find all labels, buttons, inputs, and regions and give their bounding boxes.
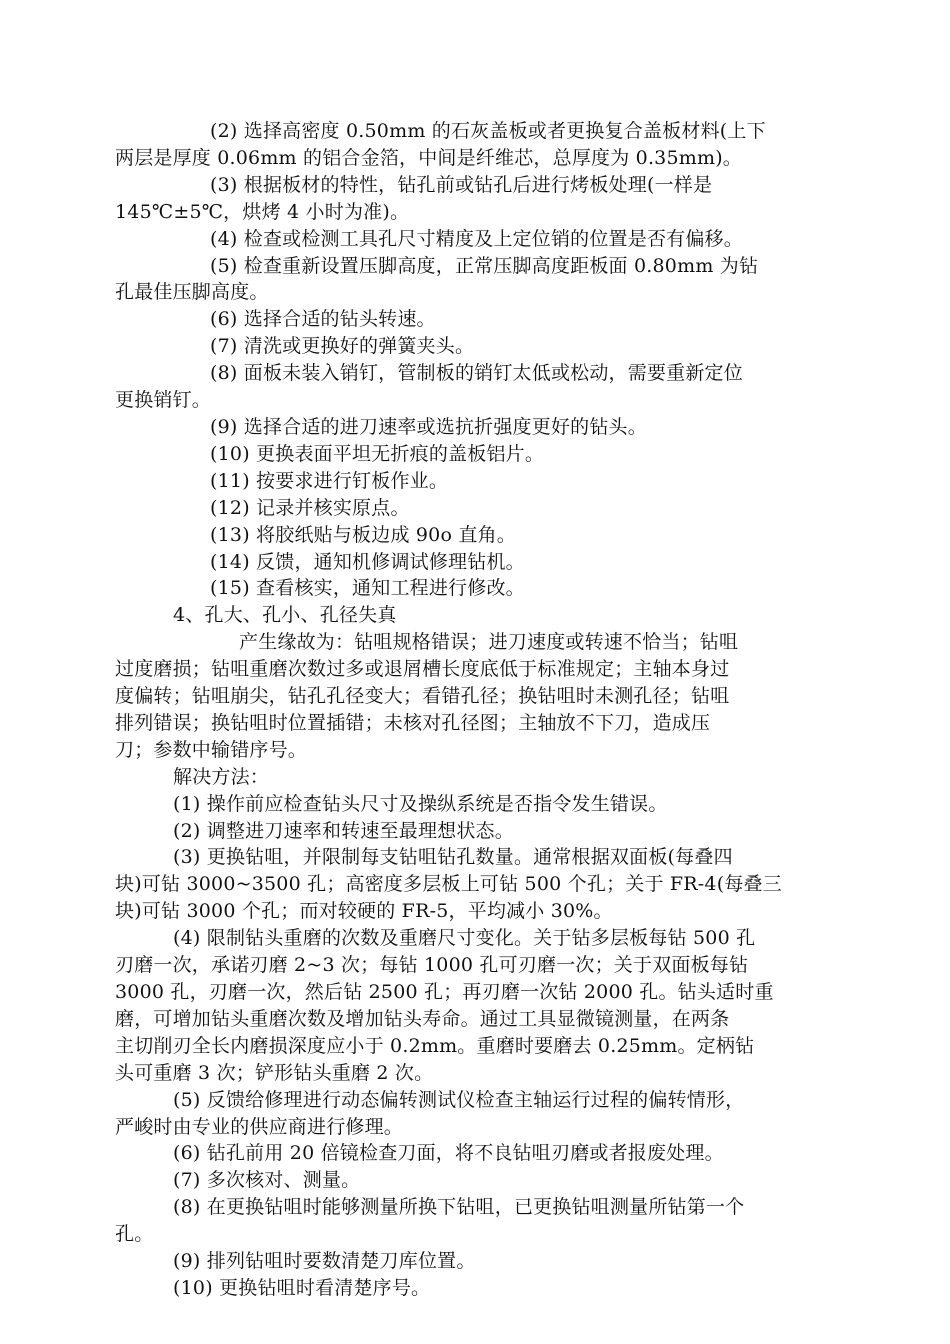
- solution-line: (8) 在更换钻咀时能够测量所换下钻咀，已更换钻咀测量所钻第一个: [173, 1196, 745, 1219]
- solution-line: 主切削刃全长内磨损深度应小于 0.2mm。重磨时要磨去 0.25mm。定柄钻: [115, 1034, 755, 1057]
- paragraph-line: (13) 将胶纸贴与板边成 90o 直角。: [210, 523, 516, 546]
- paragraph-line: (9) 选择合适的进刀速率或选抗折强度更好的钻头。: [210, 415, 647, 438]
- cause-line: 产生缘故为：钻咀规格错误；进刀速度或转速不恰当；钻咀: [239, 631, 739, 654]
- paragraph-line: (5) 检查重新设置压脚高度，正常压脚高度距板面 0.80mm 为钻: [210, 254, 759, 277]
- paragraph-line: (11) 按要求进行钉板作业。: [210, 469, 449, 492]
- solution-line: 刃磨一次，承诺刃磨 2~3 次；每钻 1000 孔可刃磨一次；关于双面板每钻: [115, 954, 749, 977]
- solution-line: (9) 排列钻咀时要数清楚刀库位置。: [173, 1250, 476, 1273]
- paragraph-line: (3) 根据板材的特性，钻孔前或钻孔后进行烤板处理(一样是: [210, 173, 713, 196]
- paragraph-line: (2) 选择高密度 0.50mm 的石灰盖板或者更换复合盖板材料(上下: [210, 120, 766, 142]
- solution-line: (2) 调整进刀速率和转速至最理想状态。: [173, 819, 514, 842]
- paragraph-line: (6) 选择合适的钻头转速。: [210, 308, 436, 331]
- solution-line: 3000 孔，刃磨一次，然后钻 2500 孔；再刃磨一次钻 2000 孔。钻头适时重: [115, 981, 774, 1003]
- paragraph-line: (8) 面板未装入销钉，管制板的销钉太低或松动，需要重新定位: [210, 362, 743, 385]
- document-page: [115, 118, 840, 1302]
- cause-line: 度偏转；钻咀崩尖，钻孔孔径变大；看错孔径；换钻咀时未测孔径；钻咀: [115, 685, 730, 708]
- paragraph-line: 145℃±5℃，烘烤 4 小时为准)。: [115, 200, 410, 223]
- solution-line: 块)可钻 3000~3500 孔；高密度多层板上可钻 500 个孔；关于 FR-4(每叠三: [115, 873, 782, 896]
- paragraph-line: 更换销钉。: [115, 389, 212, 412]
- solution-line: (6) 钻孔前用 20 倍镜检查刀面，将不良钻咀刃磨或者报废处理。: [173, 1142, 724, 1165]
- paragraph-line: (12) 记录并核实原点。: [210, 496, 410, 519]
- solution-line: 块)可钻 3000 个孔；而对较硬的 FR-5，平均减小 30%。: [115, 900, 613, 923]
- cause-line: 排列错误；换钻咀时位置插错；未核对孔径图；主轴放不下刀，造成压: [115, 711, 711, 734]
- solution-line: (1) 操作前应检查钻头尺寸及操纵系统是否指令发生错误。: [173, 792, 668, 815]
- solution-line: 严峻时由专业的供应商进行修理。: [115, 1115, 404, 1138]
- solution-heading: 解决方法：: [173, 765, 270, 788]
- solution-line: 孔。: [115, 1223, 154, 1246]
- paragraph-line: (10) 更换表面平坦无折痕的盖板铝片。: [210, 442, 545, 465]
- solution-line: (5) 反馈给修理进行动态偏转测试仪检查主轴运行过程的偏转情形，: [173, 1088, 745, 1111]
- solution-line: (10) 更换钻咀时看清楚序号。: [173, 1276, 431, 1299]
- solution-line: 头可重磨 3 次；铲形钻头重磨 2 次。: [115, 1061, 434, 1084]
- paragraph-line: (4) 检查或检测工具孔尺寸精度及上定位销的位置是否有偏移。: [210, 227, 743, 250]
- paragraph-line: 孔最佳压脚高度。: [115, 281, 269, 304]
- paragraph-line: (14) 反馈，通知机修调试修理钻机。: [210, 550, 525, 573]
- paragraph-line: (15) 查看核实，通知工程进行修改。: [210, 577, 525, 600]
- cause-line: 过度磨损；钻咀重磨次数过多或退屑槽长度底低于标准规定；主轴本身过: [115, 658, 730, 681]
- solution-line: (3) 更换钻咀，并限制每支钻咀钻孔数量。通常根据双面板(每叠四: [173, 846, 733, 869]
- paragraph-line: 两层是厚度 0.06mm 的铝合金箔，中间是纤维芯，总厚度为 0.35mm)。: [115, 146, 743, 169]
- solution-line: 磨，可增加钻头重磨次数及增加钻头寿命。通过工具显微镜测量，在两条: [115, 1007, 730, 1030]
- solution-line: (7) 多次核对、测量。: [173, 1169, 361, 1192]
- paragraph-line: (7) 清洗或更换好的弹簧夹头。: [210, 335, 475, 358]
- solution-line: (4) 限制钻头重磨的次数及重磨尺寸变化。关于钻多层板每钻 500 孔: [173, 927, 756, 950]
- section-heading: 4、孔大、孔小、孔径失真: [173, 604, 397, 627]
- cause-line: 刀；参数中输错序号。: [115, 738, 308, 761]
